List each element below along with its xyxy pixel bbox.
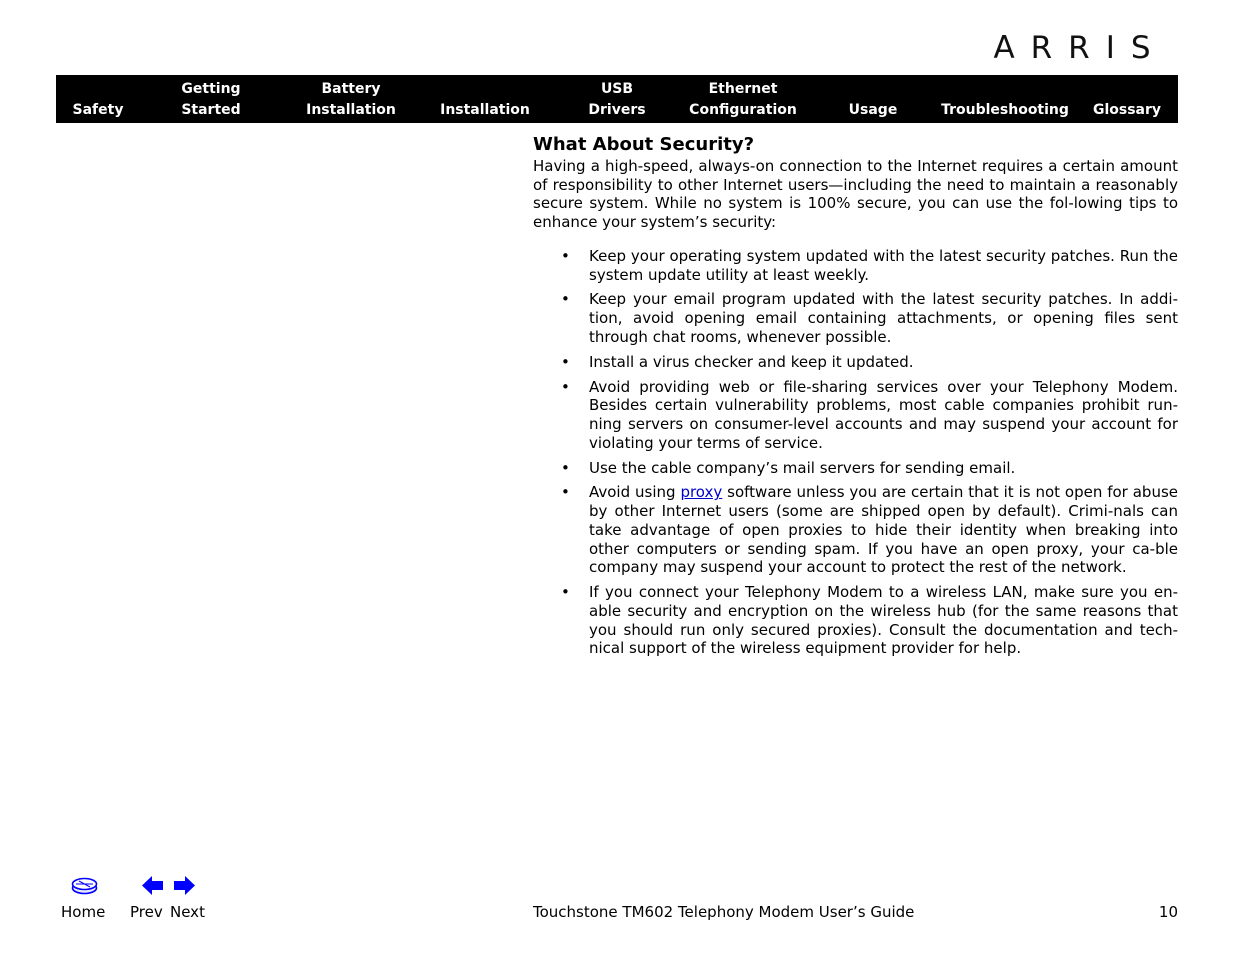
page-number: 10 [1158,903,1178,921]
list-item-text: Keep your operating system updated with the latest security patches. Run the system update utility at least weekly. [589,246,1178,284]
bullet-icon: • [561,483,570,502]
nav-troubleshooting-line2: Troubleshooting [941,102,1069,118]
bullet-icon: • [561,290,570,309]
left-arrow-icon[interactable] [142,876,163,895]
right-arrow-icon[interactable] [174,876,195,895]
nav-getting-started[interactable] [171,75,251,123]
list-item [533,483,1178,577]
nav-glossary-line2: Glossary [1092,102,1162,118]
nav-usb-drivers-line2: Drivers [588,102,646,118]
nav-getting-started-line1: Getting [181,81,241,97]
nav-troubleshooting[interactable] [940,75,1070,123]
list-item-text: If you connect your Telephony Modem to a wireless LAN, make sure you en-able security and encryption on the wireless hub (for the same reasons that you should run only secured proxies). Consult the documentation and tech-nical support of the wireless equipment provider for help. [589,583,1178,658]
intro-paragraph: Having a high-speed, always-on connection to the Internet requires a certain amount of responsibility to other Internet users—including the need to maintain a reasonably secure system. While no system is 100% secure, you can use the fol-lowing tips to enhance your system’s security: [533,157,1178,232]
bullet-icon: • [561,377,570,396]
bullet-icon: • [561,583,570,602]
arris-logo [982,32,1178,62]
bullet-icon: • [561,246,570,265]
nav-usb-drivers[interactable] [582,75,652,123]
document-title: Touchstone TM602 Telephony Modem User’s Guide [533,903,915,921]
nav-getting-started-line2: Started [181,102,241,118]
nav-usage[interactable] [843,75,903,123]
nav-safety[interactable] [63,75,133,123]
list-item-text: Avoid providing web or file-sharing services over your Telephony Modem. Besides certain vulnerability problems, most cable companies prohibit run-ning servers on consumer-level accounts and may suspend your account for violating your terms of service. [589,377,1178,452]
nav-installation[interactable] [430,75,540,123]
list-item [533,247,1178,284]
proxy-link[interactable]: proxy [680,483,723,502]
list-item-text-after: software unless you are certain that it is not open for abuse by other Internet users (some are shipped open by default). Crimi-nals can take advantage of open proxies to hide their identity when breaking into other computers or sending spam. If you have an open proxy, your ca-ble company may suspend your account to protect the rest of the network. [589,483,1179,577]
list-item [533,378,1178,453]
main-content [533,133,1178,664]
home-icon[interactable] [71,876,98,895]
bullet-icon: • [561,458,570,477]
nav-installation-line2: Installation [440,102,530,118]
list-item-text: Use the cable company’s mail servers for sending email. [589,458,1016,477]
home-link[interactable]: Home [61,903,106,921]
next-link[interactable]: Next [170,903,205,921]
nav-usb-drivers-line1: USB [600,81,634,97]
prev-link[interactable]: Prev [130,903,163,921]
security-tips-list [533,247,1178,658]
nav-battery-installation-line1: Battery [321,81,381,97]
list-item [533,583,1178,658]
list-item-text-before: Avoid using [589,483,681,502]
nav-ethernet-configuration-line2: Configuration [689,102,797,118]
nav-glossary[interactable] [1092,75,1162,123]
top-navigation-bar [56,75,1178,123]
nav-ethernet-configuration[interactable] [683,75,803,123]
page-title: What About Security? [533,134,755,155]
nav-safety-line2: Safety [72,102,124,118]
bullet-icon: • [561,352,570,371]
list-item-text: Install a virus checker and keep it updated. [589,352,914,371]
nav-battery-installation-line2: Installation [306,102,396,118]
list-item [533,459,1178,478]
nav-ethernet-configuration-line1: Ethernet [708,81,778,97]
list-item-text: Keep your email program updated with the latest security patches. In addi-tion, avoid opening email containing attachments, or opening files sent through chat rooms, whenever possible. [589,290,1178,346]
nav-usage-line2: Usage [848,102,898,118]
list-item [533,353,1178,372]
list-item [533,290,1178,346]
svg-text:ARRIS: ARRIS [993,32,1167,62]
nav-battery-installation[interactable] [296,75,406,123]
